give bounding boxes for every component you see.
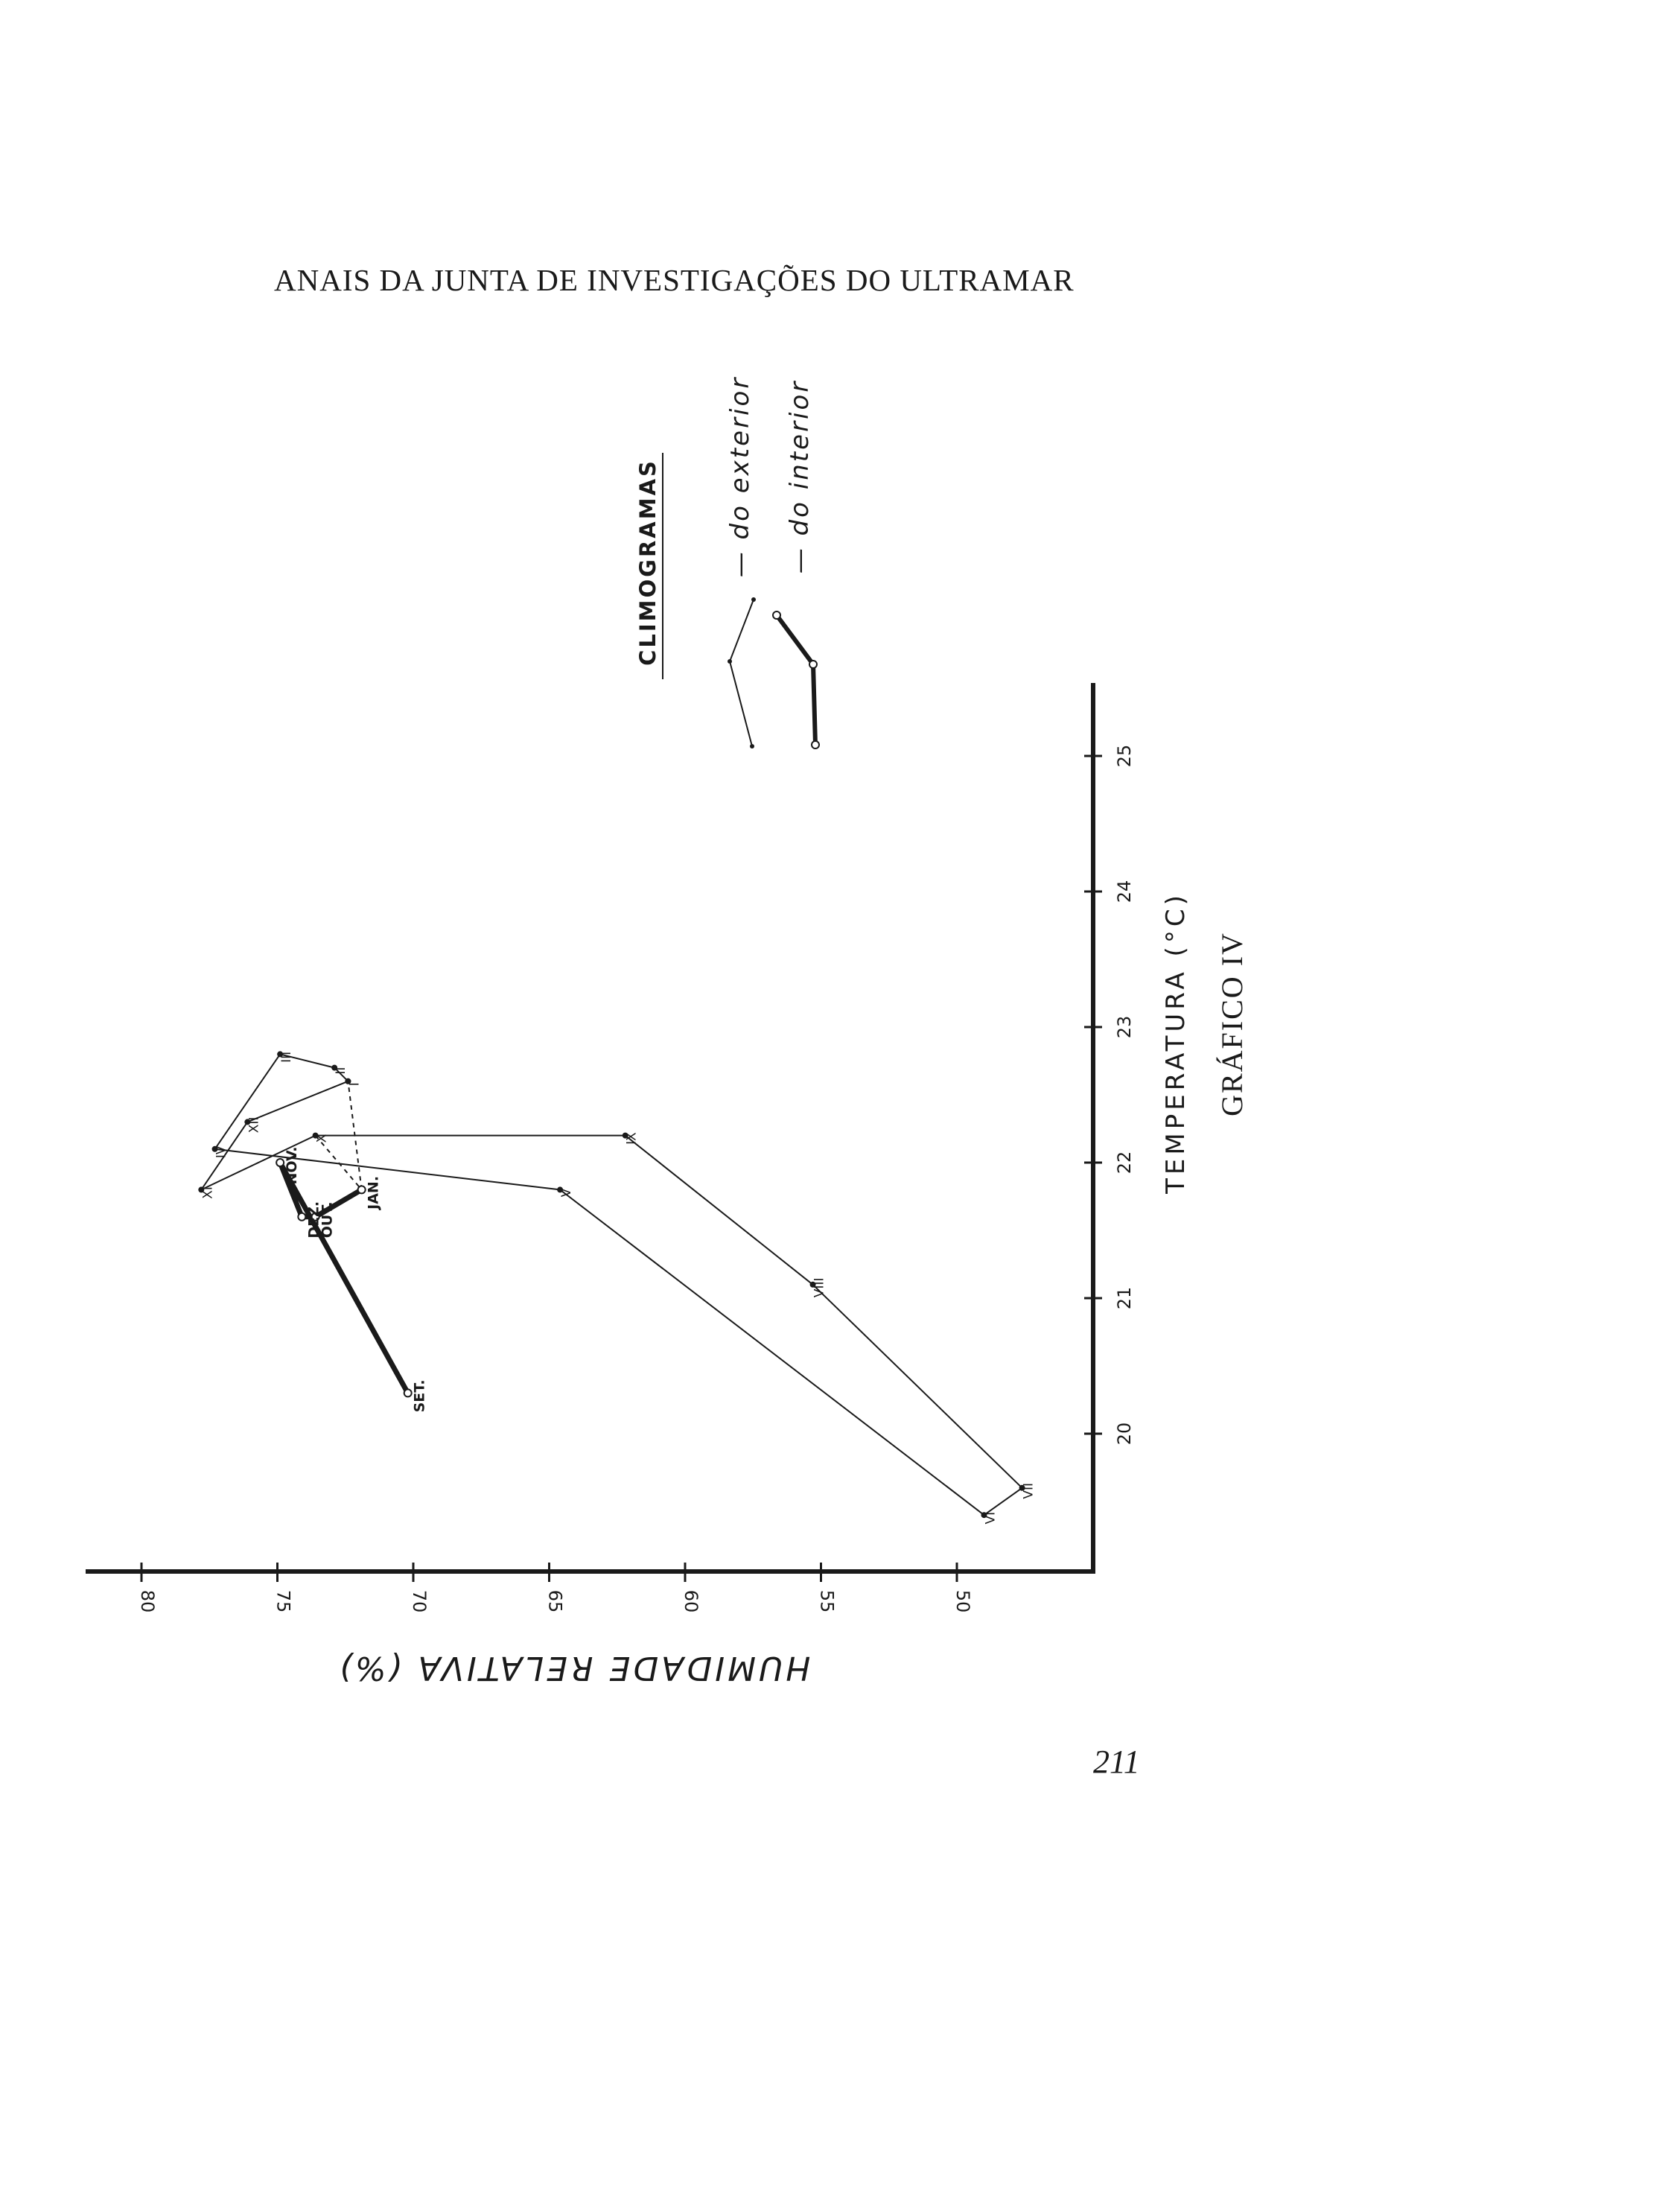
data-point [404,1389,412,1396]
point-label: VI [983,1511,999,1525]
point-labels [200,1052,1036,1525]
x-tick-label: 23 [1114,1015,1135,1039]
point-label: V [559,1188,575,1198]
point-label: XII [246,1116,262,1134]
legend-exterior-sample [730,600,754,746]
x-tick-label: 25 [1114,744,1135,768]
y-tick-label: 65 [544,1589,566,1613]
legend-interior-label: — do interior [785,379,815,574]
y-tick-label: 70 [409,1589,430,1613]
x-tick-label: 24 [1114,880,1135,903]
series-line-interior [280,1163,408,1393]
point-label: NOV. [284,1146,301,1185]
point-label: I [347,1082,363,1087]
legend-exterior-label: — do exterior [725,375,755,578]
running-header: ANAIS DA JUNTA DE INVESTIGAÇÕES DO ULTRAMAR [274,263,1075,297]
point-label: OUT. [319,1201,336,1239]
series-line-exterior [201,1051,1022,1515]
y-axis-title: HUMIDADE RELATIVA (%) [336,1649,811,1687]
figure-title: GRÁFICO IV [1215,932,1249,1116]
legend-title: CLIMOGRAMAS [635,459,660,666]
point-label: II [334,1067,349,1075]
point-label: IV [214,1145,229,1159]
page-number: 211 [1093,1744,1140,1780]
y-tick-label: 55 [816,1589,838,1613]
series-layer [199,1052,1024,1517]
point-label: JAN. [365,1175,382,1210]
y-tick-label: 80 [137,1589,158,1613]
y-tick-label: 50 [952,1589,973,1613]
point-label: VII [1021,1482,1037,1499]
point-label: VIII [812,1277,827,1298]
point-label: IX [624,1132,640,1145]
point-label: III [279,1051,295,1063]
x-tick-label: 21 [1114,1286,1135,1310]
data-point [358,1186,366,1193]
point-label: XI [200,1186,216,1199]
x-tick-label: 20 [1114,1422,1135,1446]
x-tick-label: 22 [1114,1151,1135,1175]
y-tick-label: 75 [273,1589,294,1613]
point-label: DEZ. [305,1201,322,1239]
point-label: X [314,1134,330,1143]
y-tick-label: 60 [681,1589,701,1613]
x-axis-title: TEMPERATURA (°C) [1161,892,1191,1194]
data-point [276,1159,284,1166]
legend [635,376,819,749]
data-point [298,1213,305,1221]
axes [88,685,1093,1571]
legend-interior-sample [777,615,815,745]
point-label: SET. [411,1379,428,1413]
